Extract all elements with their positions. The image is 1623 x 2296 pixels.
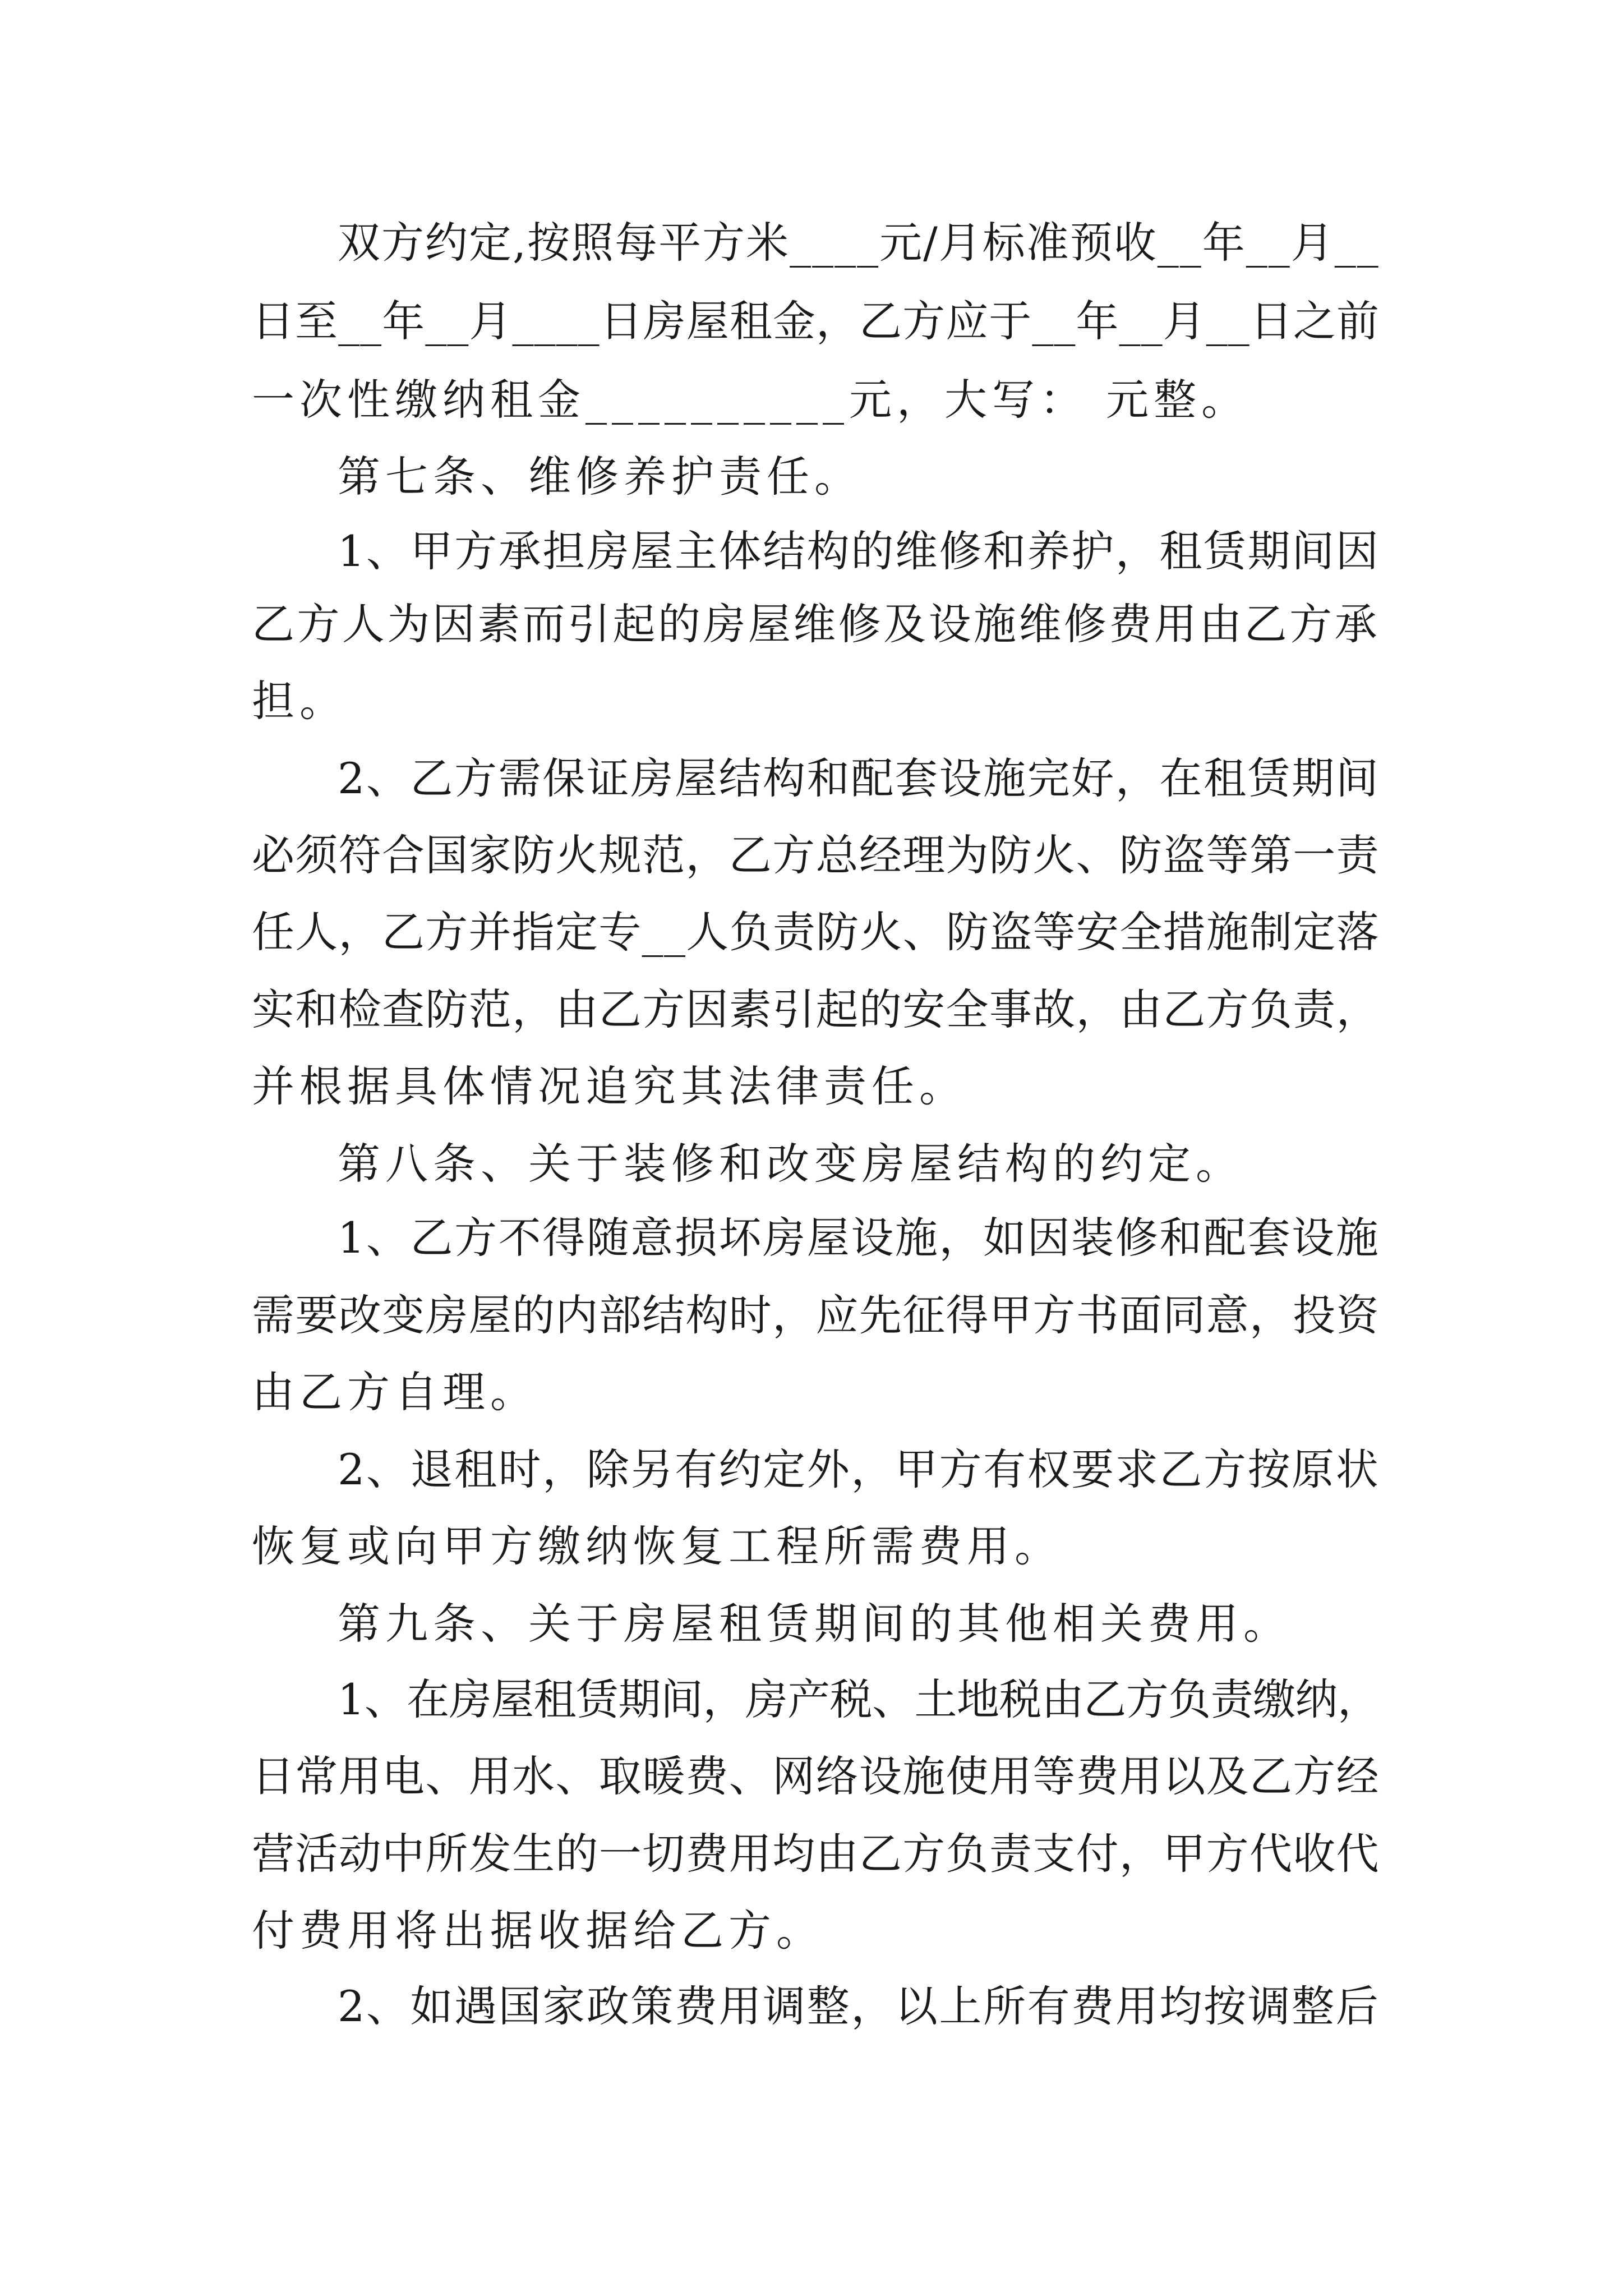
section-heading: 第七条、维修养护责任。 xyxy=(338,452,862,501)
text-line: 恢复或向甲方缴纳恢复工程所需费用。 xyxy=(252,1521,1062,1571)
text-line: 1、甲方承担房屋主体结构的维修和养护，租赁期间因 xyxy=(338,526,1380,576)
text-line: 实和检查防范，由乙方因素引起的安全事故，由乙方负责， xyxy=(252,984,1380,1034)
text-line: 由乙方自理。 xyxy=(252,1367,538,1417)
text-line: 日常用电、用水、取暖费、网络设施使用等费用以及乙方经 xyxy=(252,1751,1380,1801)
section-heading: 第九条、关于房屋租赁期间的其他相关费用。 xyxy=(338,1599,1291,1649)
text-line: 1、在房屋租赁期间，房产税、土地税由乙方负责缴纳， xyxy=(338,1674,1380,1724)
text-line: 并根据具体情况追究其法律责任。 xyxy=(252,1061,967,1111)
text-line: 乙方人为因素而引起的房屋维修及设施维修费用由乙方承 xyxy=(252,599,1380,649)
text-line: 日至__年__月____日房屋租金，乙方应于__年__月__日之前 xyxy=(252,296,1380,346)
text-line: 任人，乙方并指定专__人负责防火、防盗等安全措施制定落 xyxy=(252,907,1380,957)
text-line: 营活动中所发生的一切费用均由乙方负责支付，甲方代收代 xyxy=(252,1829,1380,1879)
text-line: 2、退租时，除另有约定外，甲方有权要求乙方按原状 xyxy=(338,1444,1380,1494)
text-line: 需要改变房屋的内部结构时，应先征得甲方书面同意，投资 xyxy=(252,1290,1380,1340)
text-line: 1、乙方不得随意损坏房屋设施，如因装修和配套设施 xyxy=(338,1213,1380,1263)
text-line: 担。 xyxy=(252,676,347,726)
text-line: 付费用将出据收据给乙方。 xyxy=(252,1906,824,1955)
text-line: 双方约定,按照每平方米____元/月标准预收__年__月__ xyxy=(338,218,1380,268)
text-line: 2、如遇国家政策费用调整，以上所有费用均按调整后 xyxy=(338,1981,1380,2031)
text-line: 2、乙方需保证房屋结构和配套设施完好，在租赁期间 xyxy=(338,753,1380,803)
text-line: 必须符合国家防火规范，乙方总经理为防火、防盗等第一责 xyxy=(252,830,1380,880)
section-heading: 第八条、关于装修和改变房屋结构的约定。 xyxy=(338,1139,1243,1189)
text-line: 一次性缴纳租金__________元，大写： 元整。 xyxy=(252,375,1249,425)
